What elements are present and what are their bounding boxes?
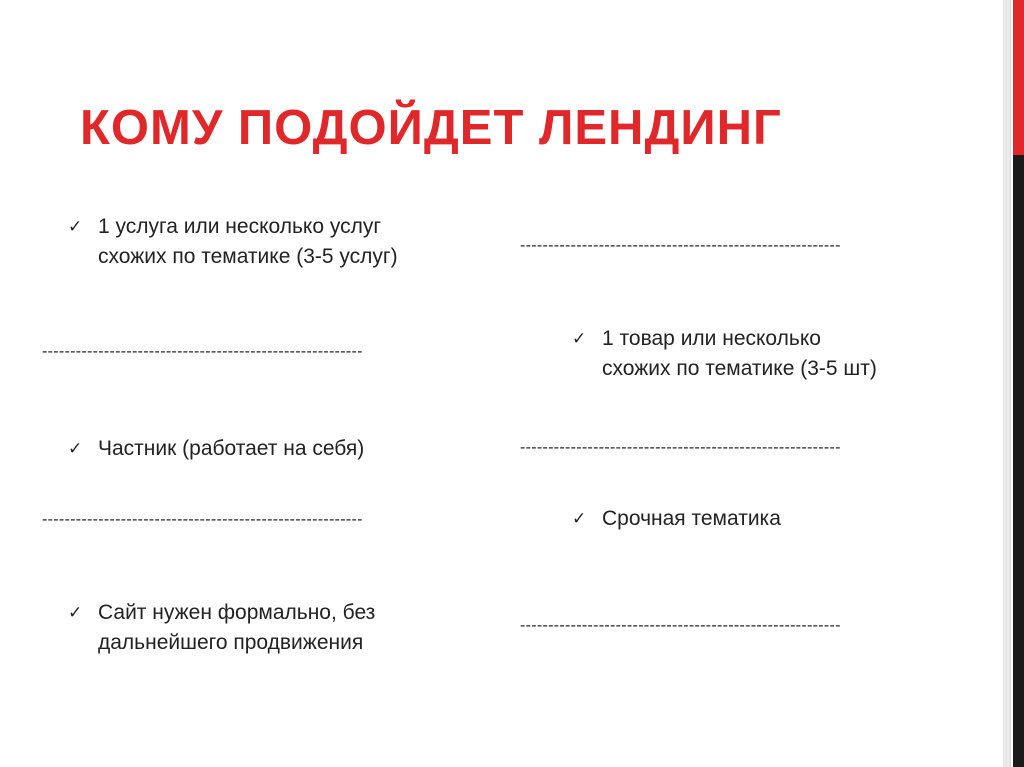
separator-line: --------------------------------------------------------- (520, 617, 841, 634)
check-icon: ✓ (68, 439, 83, 459)
slide-title: КОМУ ПОДОЙДЕТ ЛЕНДИНГ (80, 101, 782, 155)
check-icon: ✓ (572, 509, 587, 529)
list-item-line: схожих по тематике (3-5 шт) (602, 357, 877, 380)
separator-line: --------------------------------------------------------- (42, 343, 363, 360)
list-item-line: Срочная тематика (602, 507, 781, 530)
check-icon: ✓ (572, 329, 587, 349)
list-item-line: Частник (работает на себя) (98, 437, 365, 460)
separator-line: --------------------------------------------------------- (520, 237, 841, 254)
slide-edge-red-bar (1013, 0, 1024, 155)
separator-line: --------------------------------------------------------- (42, 511, 363, 528)
list-item-line: Сайт нужен формально, без (98, 601, 376, 624)
list-item-line: 1 товар или несколько (602, 327, 821, 350)
slide-edge-decoration (1003, 0, 1011, 767)
slide-edge-black-bar (1013, 155, 1024, 767)
list-item-line: схожих по тематике (3-5 услуг) (98, 245, 398, 268)
list-item-line: 1 услуга или несколько услуг (98, 215, 382, 238)
check-icon: ✓ (68, 217, 83, 237)
separator-line: --------------------------------------------------------- (520, 439, 841, 456)
list-item-line: дальнейшего продвижения (98, 631, 364, 654)
check-icon: ✓ (68, 603, 83, 623)
